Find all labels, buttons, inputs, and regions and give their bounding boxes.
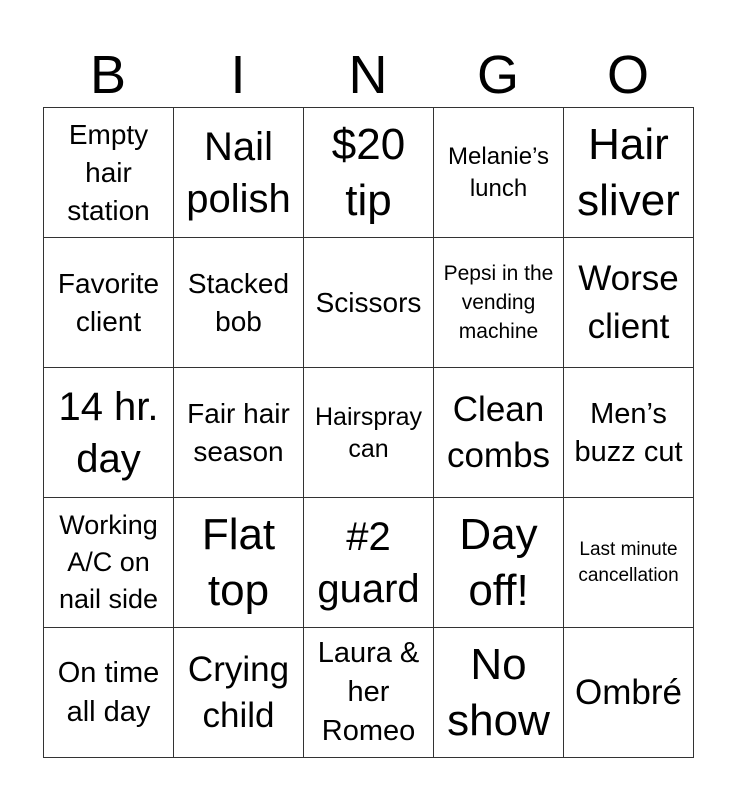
header-letter-o: O: [606, 45, 649, 105]
board-row: [44, 628, 694, 758]
bingo-cell[interactable]: #2 guard: [304, 498, 434, 628]
bingo-cell[interactable]: Nail polish: [174, 108, 304, 238]
bingo-cell[interactable]: Clean combs: [434, 368, 564, 498]
board-row: [44, 238, 694, 368]
bingo-cell[interactable]: $20 tip: [304, 108, 434, 238]
bingo-cell[interactable]: No show: [434, 628, 564, 758]
bingo-cell[interactable]: Crying child: [174, 628, 304, 758]
bingo-cell[interactable]: Hair sliver: [564, 108, 694, 238]
bingo-header: [43, 44, 693, 106]
bingo-cell[interactable]: Melanie’s lunch: [434, 108, 564, 238]
bingo-cell[interactable]: Day off!: [434, 498, 564, 628]
header-letter-i: I: [230, 45, 246, 105]
bingo-board: [43, 107, 694, 758]
bingo-cell[interactable]: Ombré: [564, 628, 694, 758]
header-letter-g: G: [476, 45, 519, 105]
bingo-cell[interactable]: Favorite client: [44, 238, 174, 368]
bingo-cell[interactable]: Worse client: [564, 238, 694, 368]
bingo-cell[interactable]: Laura & her Romeo: [304, 628, 434, 758]
header-letter-n: N: [348, 45, 388, 105]
bingo-cell[interactable]: Flat top: [174, 498, 304, 628]
bingo-cell[interactable]: Stacked bob: [174, 238, 304, 368]
bingo-cell[interactable]: Scissors: [304, 238, 434, 368]
bingo-cell[interactable]: Hairspray can: [304, 368, 434, 498]
bingo-cell[interactable]: Fair hair season: [174, 368, 304, 498]
bingo-cell[interactable]: Pepsi in the vending machine: [434, 238, 564, 368]
bingo-cell[interactable]: Empty hair station: [44, 108, 174, 238]
bingo-cell[interactable]: Working A/C on nail side: [44, 498, 174, 628]
bingo-cell[interactable]: Men’s buzz cut: [564, 368, 694, 498]
header-letter-b: B: [89, 45, 127, 105]
board-row: [44, 108, 694, 238]
board-row: [44, 368, 694, 498]
bingo-cell[interactable]: 14 hr. day: [44, 368, 174, 498]
bingo-cell[interactable]: Last minute cancellation: [564, 498, 694, 628]
board-row: [44, 498, 694, 628]
bingo-cell[interactable]: On time all day: [44, 628, 174, 758]
